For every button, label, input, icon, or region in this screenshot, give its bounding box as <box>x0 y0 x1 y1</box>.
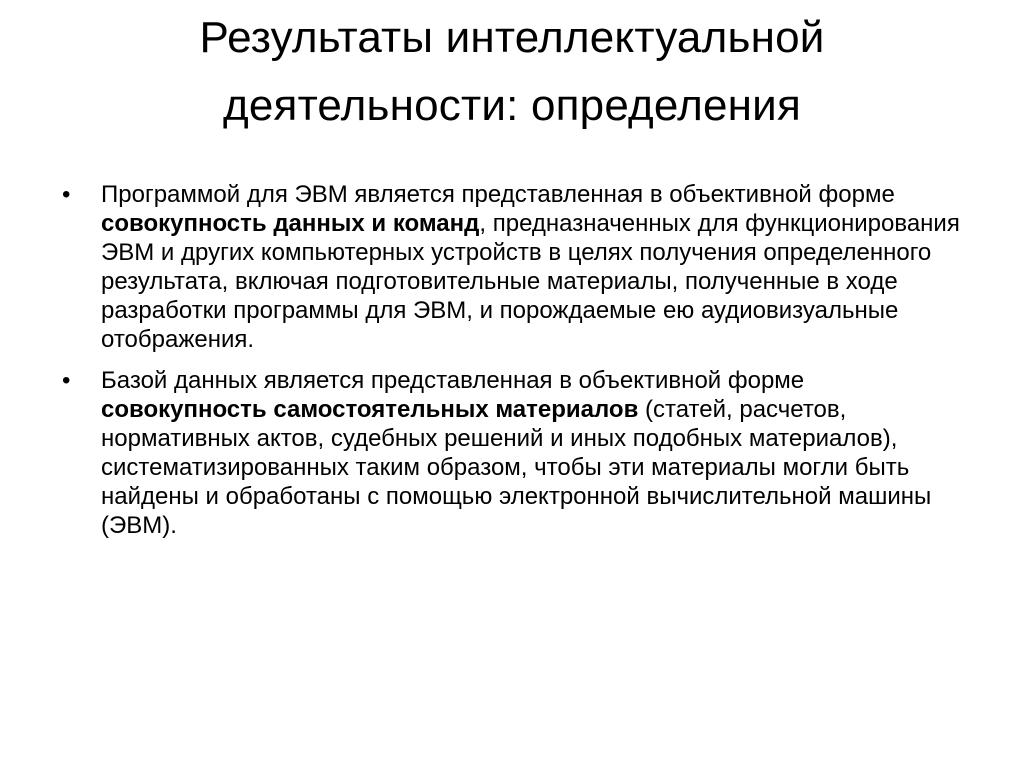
slide-title-line-1: Результаты интеллектуальной <box>199 13 825 62</box>
bullet-text-program-before: Программой для ЭВМ является представленная в объективной форме <box>101 181 895 208</box>
bullet-text-program <box>101 181 960 353</box>
bullet-text-database-before: Базой данных является представленная в объективной форме <box>101 367 805 394</box>
bullet-item-program <box>62 180 962 354</box>
slide-title-line-2: деятельности: определения <box>223 81 801 130</box>
slide-title <box>40 4 984 140</box>
bullet-text-database <box>101 367 931 539</box>
bullet-text-database-after: (статей, расчетов, нормативных актов, судебных решений и иных подобных материалов), систематизированных таким образом, чтобы эти материалы могли быть найдены и обработаны с помощью электронной вычислительной машины (ЭВМ). <box>101 396 932 539</box>
bullet-list <box>62 180 962 552</box>
bullet-text-database-bold: совокупность самостоятельных материалов <box>101 396 639 423</box>
bullet-item-database <box>62 366 962 540</box>
bullet-text-program-after: , предназначенных для функционирования ЭВМ и других компьютерных устройств в целях получения определенного результата, включая подготовительные материалы, полученные в ходе разработки программы для ЭВМ, и порождаемые ею аудиовизуальные отображения. <box>101 210 960 353</box>
bullet-icon: • <box>62 181 71 208</box>
bullet-text-program-bold: совокупность данных и команд <box>101 210 480 237</box>
bullet-icon: • <box>62 367 71 394</box>
